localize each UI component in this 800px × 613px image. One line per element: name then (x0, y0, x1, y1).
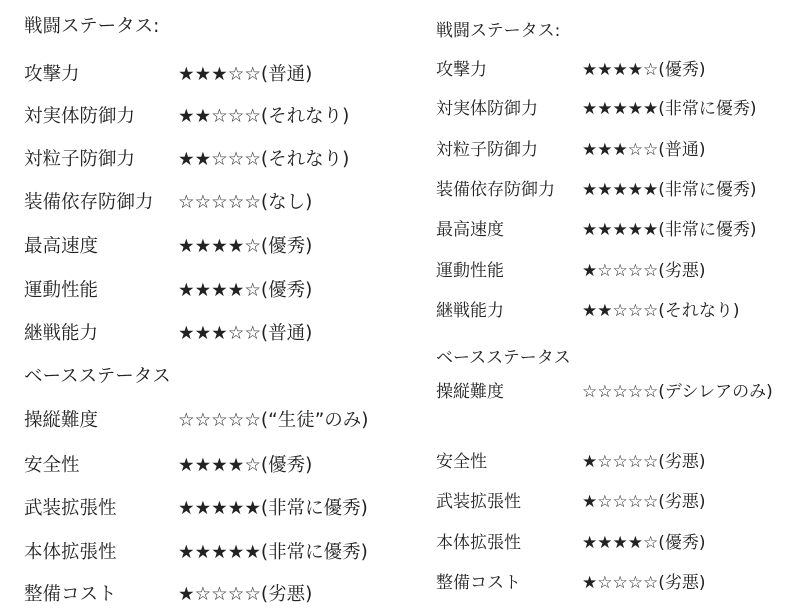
stat-rating: ★☆☆☆☆(劣悪) (582, 452, 706, 472)
stat-rating: ★★★★☆(優秀) (582, 533, 706, 553)
stat-label: 対粒子防御力 (436, 140, 538, 160)
stat-label: 装備依存防御力 (24, 192, 154, 213)
stat-label: 装備依存防御力 (436, 180, 555, 200)
stat-rating: ☆☆☆☆☆(デシレアのみ) (582, 382, 773, 402)
stat-rating: ★★☆☆☆(それなり) (178, 149, 350, 170)
stat-rating: ★★★★☆(優秀) (178, 236, 313, 257)
stat-rating: ★☆☆☆☆(劣悪) (582, 492, 706, 512)
stat-label: 安全性 (436, 452, 487, 472)
stat-label: 攻撃力 (24, 64, 80, 85)
stat-label: 武装拡張性 (436, 492, 521, 512)
stat-rating: ☆☆☆☆☆(なし) (178, 192, 313, 213)
stat-rating: ★★☆☆☆(それなり) (582, 301, 740, 321)
stat-label: 最高速度 (436, 220, 504, 240)
stat-rating: ★★★★☆(優秀) (178, 280, 313, 301)
stat-label: 操縦難度 (436, 382, 504, 402)
stat-label: 継戦能力 (24, 323, 99, 344)
stat-label: 安全性 (24, 455, 80, 476)
stat-rating: ☆☆☆☆☆(“生徒”のみ) (178, 410, 369, 431)
stat-label: 整備コスト (24, 584, 117, 605)
stat-label: 対粒子防御力 (24, 149, 136, 170)
base-status-heading: ベースステータス (24, 366, 171, 387)
base-status-heading: ベースステータス (436, 348, 571, 368)
stat-rating: ★★★★★(非常に優秀) (582, 220, 757, 240)
stat-label: 運動性能 (436, 261, 504, 281)
stat-label: 本体拡張性 (24, 542, 117, 563)
stat-rating: ★☆☆☆☆(劣悪) (178, 584, 313, 605)
battle-status-heading: 戦闘ステータス: (24, 16, 160, 37)
stat-rating: ★★★☆☆(普通) (582, 140, 706, 160)
stat-rating: ★☆☆☆☆(劣悪) (582, 261, 706, 281)
stat-rating: ★★☆☆☆(それなり) (178, 106, 350, 127)
stat-rating: ★★★★☆(優秀) (582, 60, 706, 80)
stat-label: 整備コスト (436, 573, 521, 593)
stat-label: 継戦能力 (436, 301, 504, 321)
stat-rating: ★★★★★(非常に優秀) (582, 99, 757, 119)
stat-label: 最高速度 (24, 236, 99, 257)
stat-rating: ★★★☆☆(普通) (178, 64, 313, 85)
stat-rating: ★★★☆☆(普通) (178, 323, 313, 344)
stat-label: 本体拡張性 (436, 533, 521, 553)
stat-rating: ★★★★☆(優秀) (178, 455, 313, 476)
stat-label: 対実体防御力 (436, 99, 538, 119)
stat-label: 武装拡張性 (24, 498, 117, 519)
stat-label: 運動性能 (24, 280, 99, 301)
stat-rating: ★★★★★(非常に優秀) (178, 498, 368, 519)
stat-label: 操縦難度 (24, 410, 99, 431)
stat-label: 攻撃力 (436, 60, 487, 80)
stat-label: 対実体防御力 (24, 106, 136, 127)
stat-rating: ★☆☆☆☆(劣悪) (582, 573, 706, 593)
stat-rating: ★★★★★(非常に優秀) (178, 542, 368, 563)
battle-status-heading: 戦闘ステータス: (436, 21, 561, 41)
stat-rating: ★★★★★(非常に優秀) (582, 180, 757, 200)
